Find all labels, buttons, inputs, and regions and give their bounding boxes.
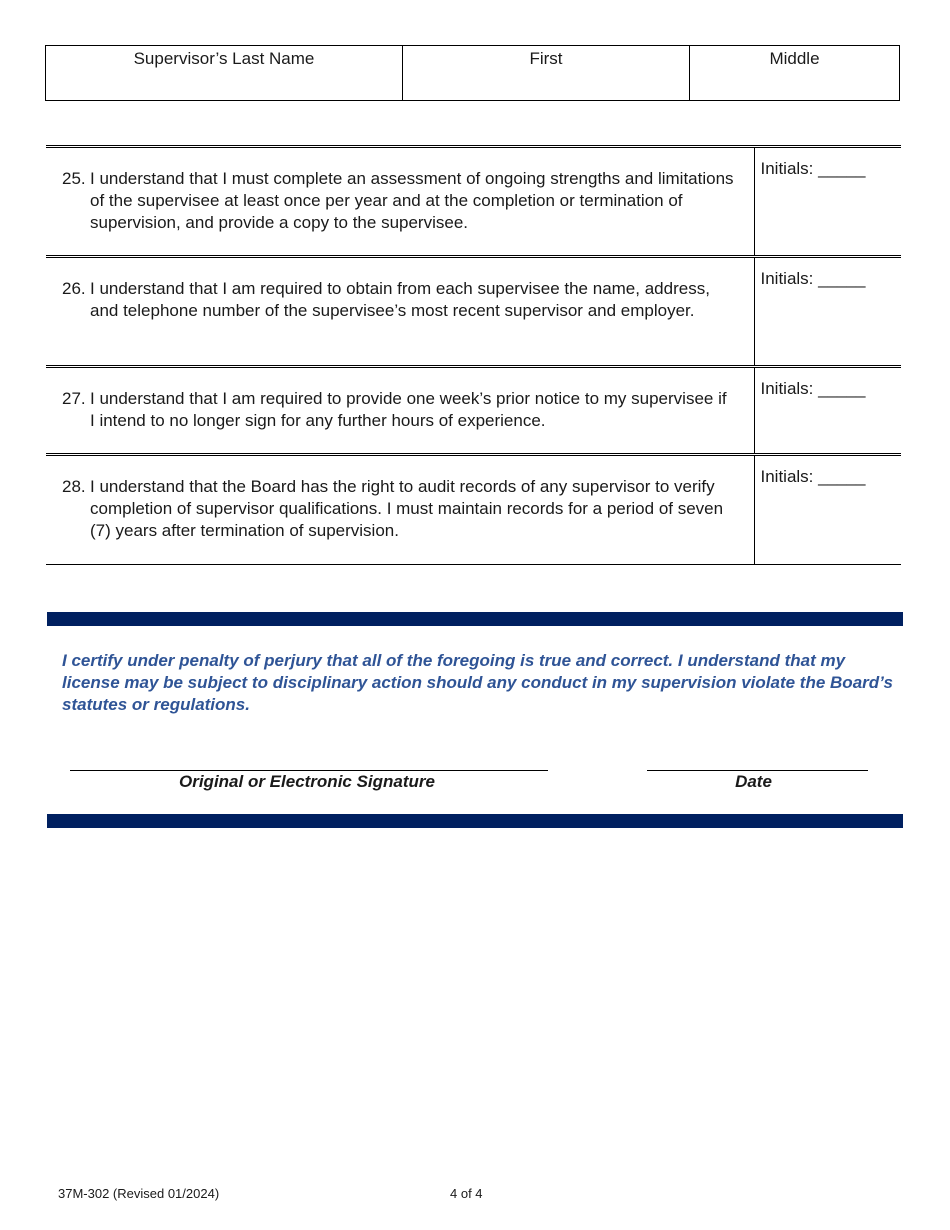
- signature-label: Original or Electronic Signature: [179, 772, 435, 791]
- form-id: 37M-302 (Revised 01/2024): [58, 1186, 220, 1201]
- bottom-divider-bar: [47, 814, 903, 828]
- middle-name-field[interactable]: [690, 46, 900, 101]
- page-number: 4 of 4: [450, 1186, 483, 1201]
- date-label: Date: [735, 772, 772, 791]
- initials-field-28[interactable]: [754, 455, 901, 565]
- first-name-label: First: [529, 49, 563, 68]
- top-divider-bar: [47, 612, 903, 626]
- statement-text: I understand that I am required to obtain from each supervisee the name, address, and telephone number of the supervisee’s most recent supervisor and employer.: [90, 279, 710, 320]
- statements-table: [46, 145, 901, 565]
- initials-label: Initials: _____: [760, 269, 866, 288]
- signature-line[interactable]: [70, 770, 548, 771]
- statement-number: 26.: [62, 279, 86, 298]
- certification-statement: I certify under penalty of perjury that all of the foregoing is true and correct. I understand that my license may be subject to disciplinary action should any conduct in my supervision violate the Board’s statutes or regulations.: [62, 651, 894, 714]
- initials-field-25[interactable]: [754, 147, 901, 257]
- initials-field-26[interactable]: [754, 257, 901, 367]
- initials-label: Initials: _____: [760, 379, 866, 398]
- statement-number: 27.: [62, 389, 86, 408]
- initials-label: Initials: _____: [760, 467, 866, 486]
- initials-field-27[interactable]: [754, 367, 901, 455]
- statement-row-28: [46, 455, 901, 565]
- statement-number: 28.: [62, 477, 86, 496]
- statement-text: I understand that the Board has the right to audit records of any supervisor to verify completion of supervisor qualifications. I must maintain records for a period of seven (7) years after termination of supervision.: [90, 477, 724, 540]
- last-name-field[interactable]: [46, 46, 403, 101]
- initials-label: Initials: _____: [760, 159, 866, 178]
- statement-text: I understand that I must complete an assessment of ongoing strengths and limitations of the supervisee at least once per year and at the completion or termination of supervision, and provide a copy to the supervisee.: [90, 169, 734, 232]
- date-line[interactable]: [647, 770, 868, 771]
- middle-name-label: Middle: [769, 49, 820, 68]
- statement-number: 25.: [62, 169, 86, 188]
- statement-row-26: [46, 257, 901, 367]
- first-name-field[interactable]: [403, 46, 690, 101]
- statement-text: I understand that I am required to provide one week’s prior notice to my supervisee if I intend to no longer sign for any further hours of experience.: [90, 389, 727, 430]
- statement-row-27: [46, 367, 901, 455]
- statement-row-25: [46, 147, 901, 257]
- last-name-label: Supervisor’s Last Name: [133, 49, 315, 68]
- supervisor-name-table: [45, 45, 900, 101]
